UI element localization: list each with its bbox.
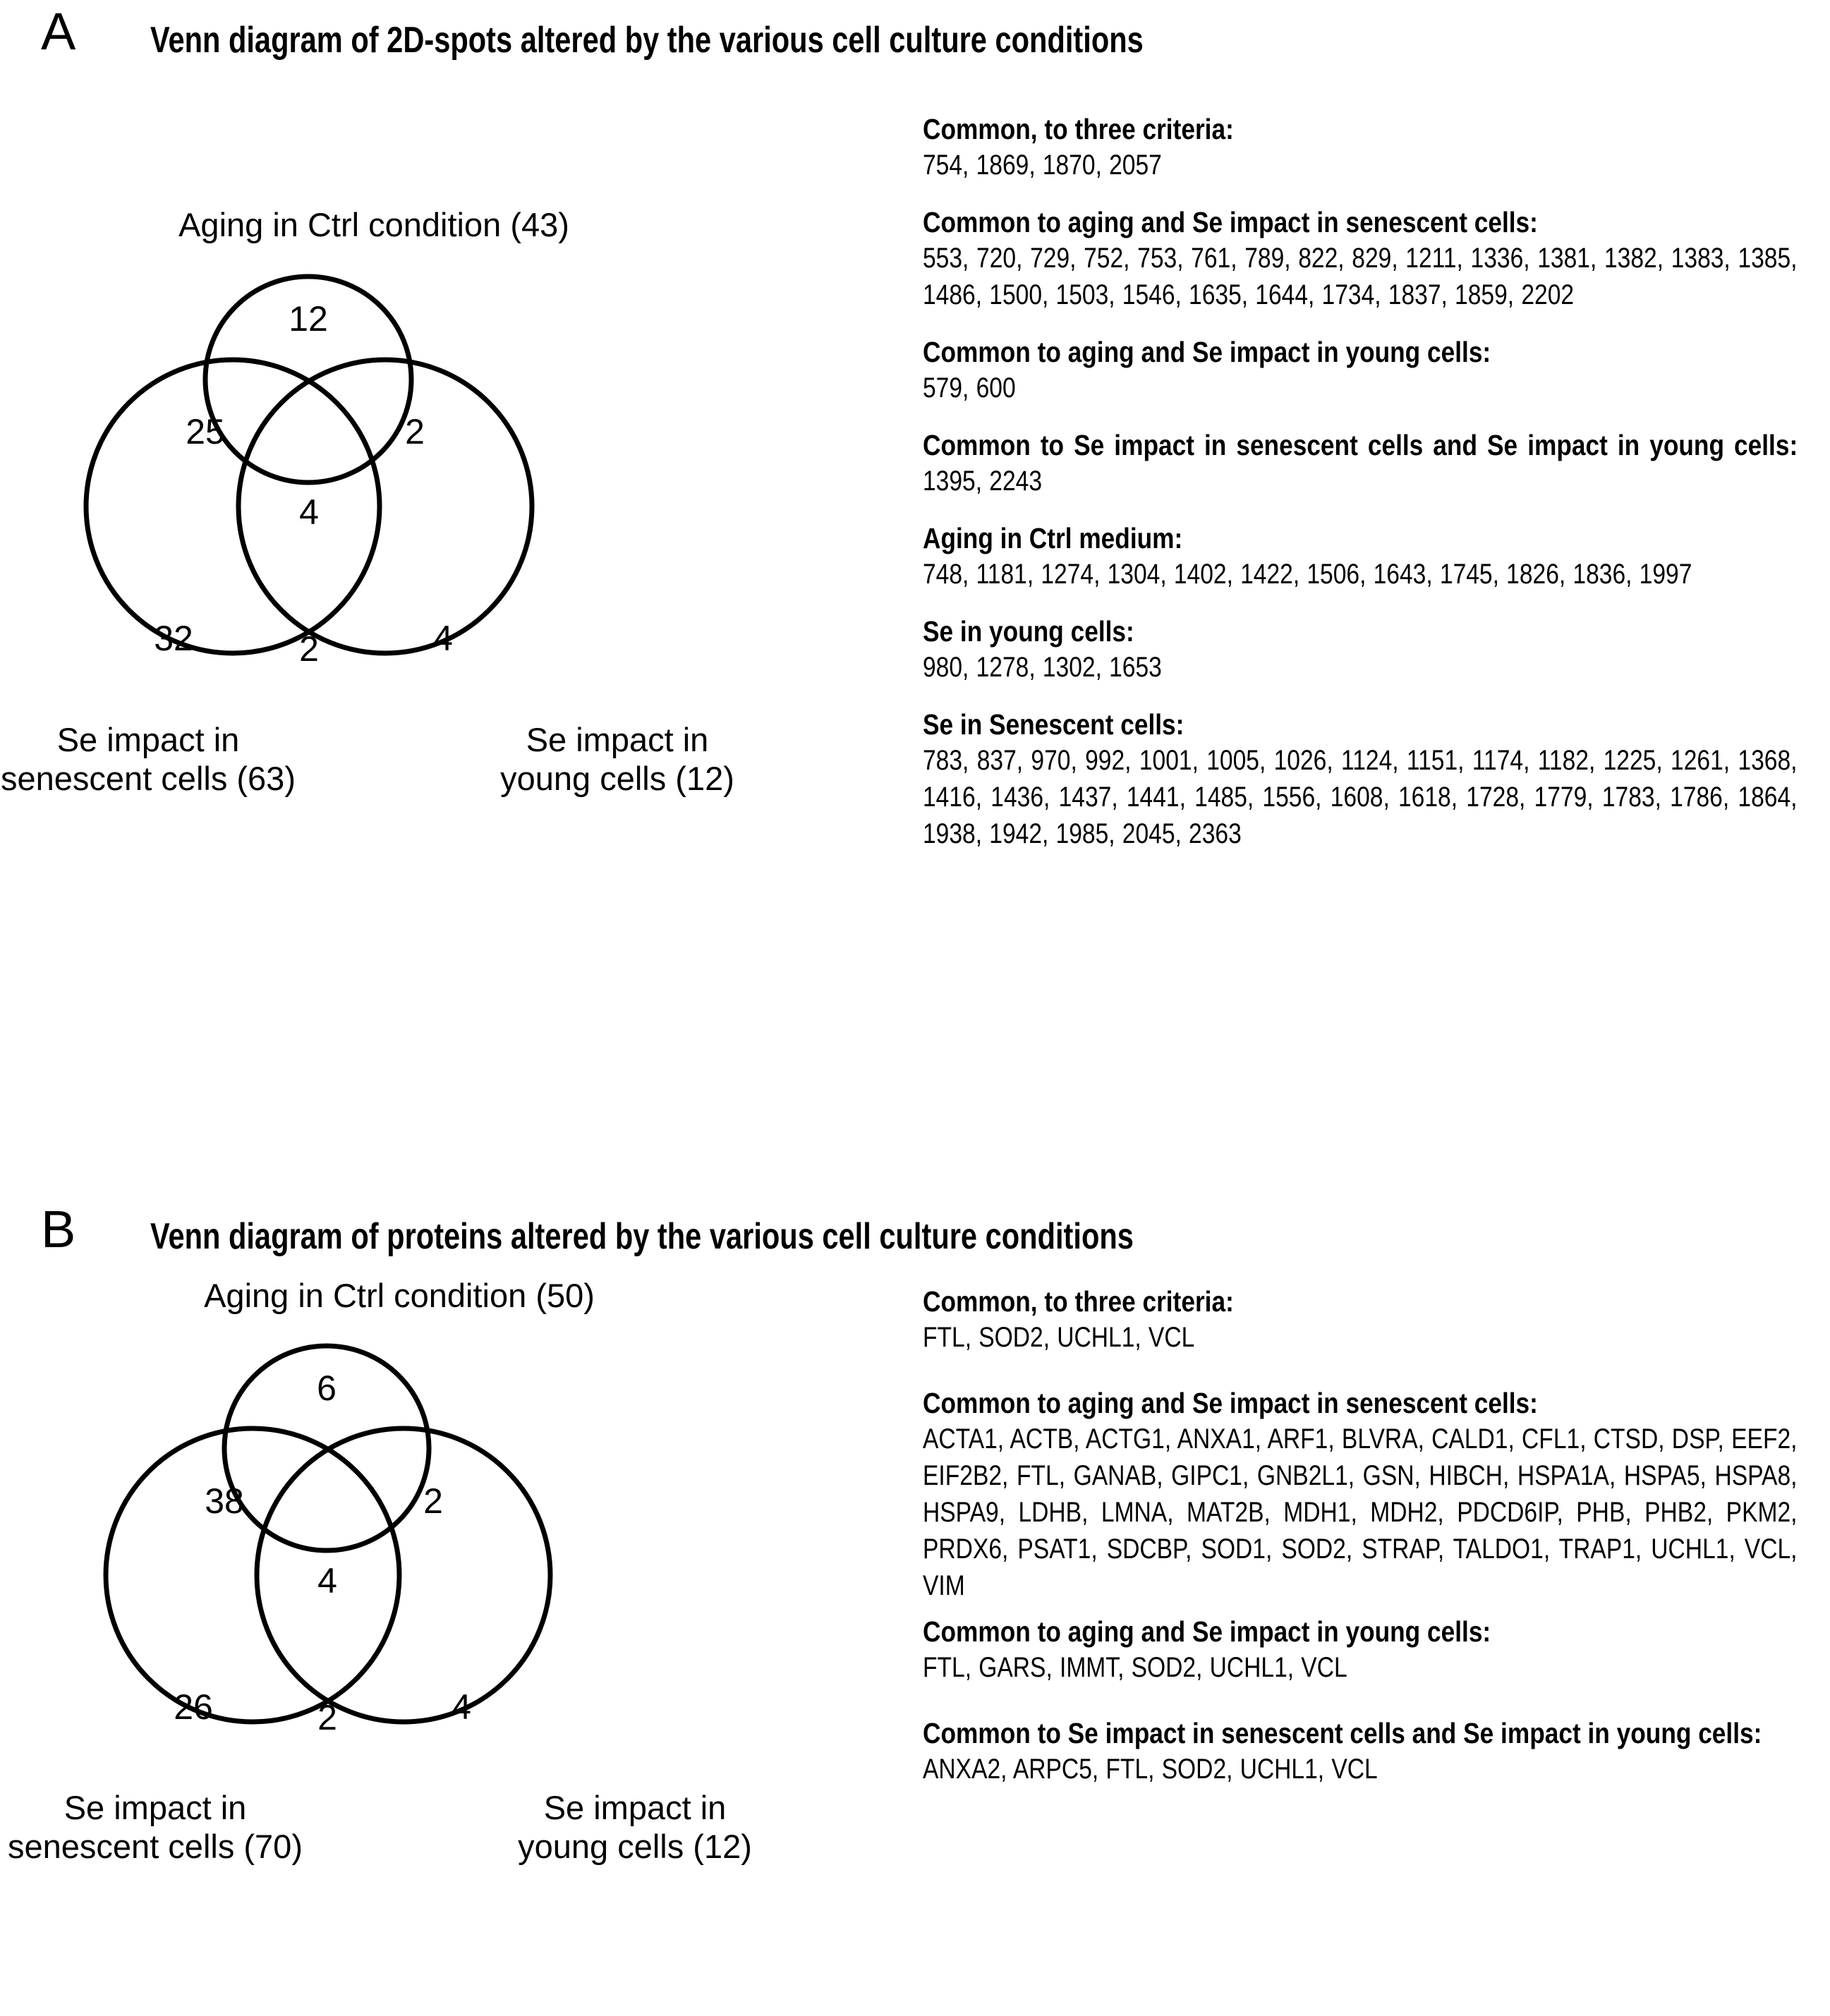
legend-b-block-0: [923, 1284, 1798, 1356]
venn-diagram-a: [0, 198, 889, 945]
legend-a-block-5: [923, 614, 1798, 686]
venn-a-count-top-left: 25: [186, 412, 225, 451]
legend-a-block-2: [923, 334, 1798, 406]
legend-b-heading-0: Common, to three criteria:: [923, 1285, 1234, 1318]
legend-a-items-6: 783, 837, 970, 992, 1001, 1005, 1026, 1124, 1151, 1174, 1182, 1225, 1261, 1368, 1416, 1436, 1437, 1441, 1485, 1556, 1608, 1618, 1728, 1779, 1783, 1786, 1864, 1938, 1942, 1985, 2045, 2363: [923, 745, 1798, 850]
spacer: [923, 406, 1798, 427]
legend-a-block-3: [923, 427, 1798, 499]
panel-b-letter: B: [41, 1200, 76, 1258]
legend-a-items-3: 1395, 2243: [923, 466, 1043, 497]
legend-b-block-2: [923, 1614, 1798, 1686]
venn-a-bottom-right-line2: young cells (12): [500, 759, 734, 797]
legend-a-heading-1: Common to aging and Se impact in senescent cells:: [923, 206, 1538, 239]
spacer: [923, 593, 1798, 614]
venn-b-count-center: 4: [317, 1561, 337, 1601]
legend-a-items-5: 980, 1278, 1302, 1653: [923, 652, 1162, 684]
venn-diagram-b: [0, 1268, 889, 2016]
spacer: [923, 1356, 1798, 1385]
venn-a-count-left-only: 32: [154, 619, 193, 658]
spacer: [923, 1604, 1798, 1614]
legend-a-heading-4: Aging in Ctrl medium:: [923, 522, 1183, 555]
venn-b-bottom-right-line2: young cells (12): [518, 1827, 752, 1865]
legend-a-heading-2: Common to aging and Se impact in young cells:: [923, 336, 1491, 369]
venn-a-top-label: Aging in Ctrl condition (43): [178, 206, 569, 243]
venn-b-count-top-only: 6: [317, 1368, 337, 1408]
venn-a-bottom-right-line1: Se impact in: [526, 721, 709, 758]
venn-b-count-bottom-center: 2: [317, 1698, 337, 1737]
venn-a-count-bottom-center: 2: [299, 629, 319, 669]
legend-b-items-3: ANXA2, ARPC5, FTL, SOD2, UCHL1, VCL: [923, 1754, 1378, 1785]
venn-b-circles: [0, 1268, 889, 2016]
legend-a: [923, 111, 1798, 852]
venn-b-count-right-only: 4: [452, 1687, 471, 1727]
legend-a-items-0: 754, 1869, 1870, 2057: [923, 150, 1162, 181]
legend-a-heading-3: Common to Se impact in senescent cells and Se impact in young cells:: [923, 429, 1798, 462]
legend-b-block-3: [923, 1716, 1798, 1787]
legend-b: [923, 1284, 1798, 1787]
venn-b-bottom-left-line1: Se impact in: [63, 1789, 247, 1826]
panel-a-title: Venn diagram of 2D-spots altered by the various cell culture conditions: [150, 20, 1144, 61]
legend-a-block-0: [923, 111, 1798, 183]
venn-b-bottom-left-line2: senescent cells (70): [8, 1827, 303, 1865]
legend-b-heading-3: Common to Se impact in senescent cells and Se impact in young cells:: [923, 1717, 1762, 1750]
venn-a-bottom-right-label: [469, 721, 765, 798]
legend-a-block-6: [923, 707, 1798, 852]
venn-b-bottom-right-line1: Se impact in: [543, 1789, 727, 1826]
legend-b-block-1: [923, 1385, 1798, 1604]
spacer: [923, 499, 1798, 521]
legend-a-heading-5: Se in young cells:: [923, 615, 1134, 648]
venn-a-count-top-right: 2: [405, 412, 425, 451]
legend-b-heading-1: Common to aging and Se impact in senescent cells:: [923, 1387, 1538, 1420]
venn-a-bottom-left-line2: senescent cells (63): [1, 759, 296, 797]
venn-b-bottom-left-label: [0, 1789, 310, 1866]
venn-a-bottom-left-line1: Se impact in: [56, 721, 240, 758]
legend-a-items-1: 553, 720, 729, 752, 753, 761, 789, 822, 829, 1211, 1336, 1381, 1382, 1383, 1385, 1486, 1500, 1503, 1546, 1635, 1644, 1734, 1837, 1859, 2202: [923, 243, 1798, 311]
venn-b-top-label: Aging in Ctrl condition (50): [204, 1277, 595, 1314]
venn-b-bottom-right-label: [487, 1789, 783, 1866]
legend-a-items-4: 748, 1181, 1274, 1304, 1402, 1422, 1506, 1643, 1745, 1826, 1836, 1997: [923, 559, 1692, 590]
legend-b-items-2: FTL, GARS, IMMT, SOD2, UCHL1, VCL: [923, 1652, 1347, 1684]
venn-a-count-center: 4: [299, 492, 319, 532]
legend-a-heading-6: Se in Senescent cells:: [923, 708, 1184, 741]
panel-a-letter: A: [41, 2, 76, 61]
legend-b-items-0: FTL, SOD2, UCHL1, VCL: [923, 1322, 1195, 1354]
venn-a-bottom-left-label: [0, 721, 296, 798]
panel-b: [0, 1143, 1830, 2016]
legend-a-items-2: 579, 600: [923, 372, 1016, 404]
legend-b-heading-2: Common to aging and Se impact in young cells:: [923, 1615, 1491, 1648]
venn-a-count-right-only: 4: [433, 619, 453, 658]
spacer: [923, 313, 1798, 334]
venn-a-count-top-only: 12: [289, 299, 328, 339]
panel-b-title: Venn diagram of proteins altered by the various cell culture conditions: [150, 1216, 1134, 1257]
spacer: [923, 183, 1798, 205]
legend-a-block-4: [923, 521, 1798, 593]
venn-a-circles: [0, 198, 889, 945]
venn-b-count-top-left: 38: [205, 1481, 244, 1521]
venn-b-count-top-right: 2: [423, 1481, 443, 1521]
spacer: [923, 1686, 1798, 1716]
legend-a-block-1: [923, 205, 1798, 313]
venn-b-count-left-only: 26: [174, 1687, 213, 1727]
legend-a-heading-0: Common, to three criteria:: [923, 113, 1234, 145]
spacer: [923, 686, 1798, 707]
legend-b-items-1: ACTA1, ACTB, ACTG1, ANXA1, ARF1, BLVRA, CALD1, CFL1, CTSD, DSP, EEF2, EIF2B2, FTL, GANAB, GIPC1, GNB2L1, GSN, HIBCH, HSPA1A, HSPA5, HSPA8, HSPA9, LDHB, LMNA, MAT2B, MDH1, MDH2, PDCD6IP, PHB, PHB2, PKM2, PRDX6, PSAT1, SDCBP, SOD1, SOD2, STRAP, TALDO1, TRAP1, UCHL1, VCL, VIM: [923, 1423, 1798, 1602]
